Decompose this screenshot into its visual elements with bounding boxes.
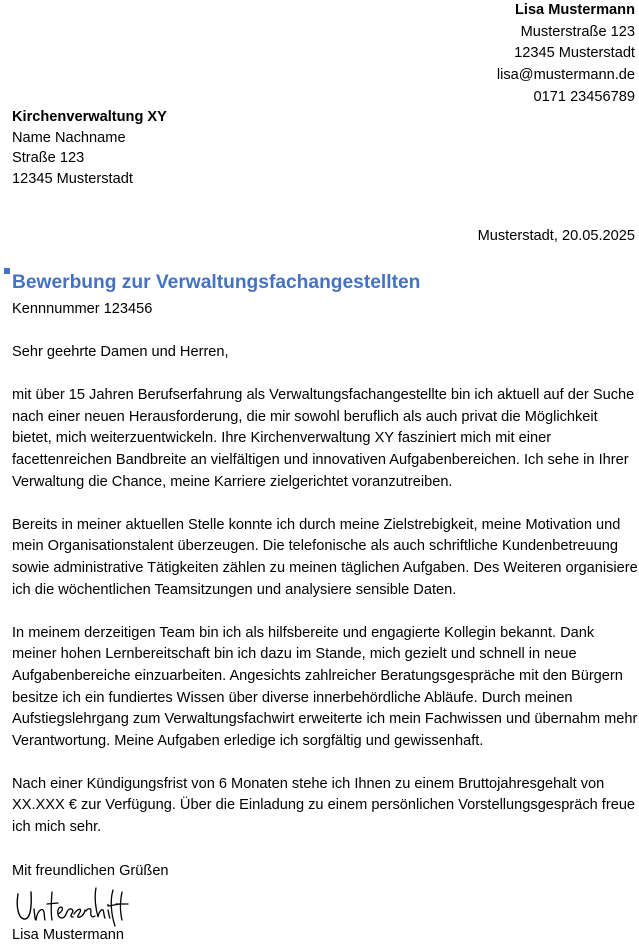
sender-city: 12345 Musterstadt bbox=[514, 45, 635, 62]
sender-name: Lisa Mustermann bbox=[514, 2, 635, 18]
signer-name: Lisa Mustermann bbox=[12, 927, 124, 943]
letter-body bbox=[12, 342, 639, 860]
paragraph: Nach einer Kündigungsfrist von 6 Monaten stehe ich Ihnen zu einem Bruttojahresgehalt von XX.XXX € zur Verfügung. Über die Einladung zu einem persönlichen Vorstellungsgespräch freue ich mich sehr. bbox=[12, 775, 636, 836]
recipient-city: 12345 Musterstadt bbox=[12, 170, 133, 187]
recipient-organization: Kirchenverwaltung XY bbox=[12, 109, 167, 125]
sender-email: lisa@mustermann.de bbox=[496, 67, 635, 84]
recipient-street: Straße 123 bbox=[12, 150, 85, 166]
paragraph: Bereits in meiner aktuellen Stelle konnte ich durch meine Zielstrebigkeit, meine Motivation und mein Organisationstalent überzeugen. Die telefonische als auch schriftliche Kundenbetreuung sowie administrative Tätigkeiten zählen zu meinen täglichen Aufgaben. Des Weiteren organisiere ich die wöchentlichen Teamsitzungen und analysiere sensible Daten. bbox=[12, 516, 638, 598]
subject-heading: Bewerbung zur Verwaltungsfachangestellten bbox=[12, 272, 421, 293]
date-line: Musterstadt, 20.05.2025 bbox=[477, 228, 635, 244]
paragraph: In meinem derzeitigen Team bin ich als hilfsbereite und engagierte Kollegin bekannt. Dank meiner hohen Lernbereitschaft bin ich dazu im Stande, mich gezielt und schnell in neue Aufgabenbereiche einzuarbeiten. Angesichts zahlreicher Beratungsgespräche mit den Bürgern besitze ich ein fundiertes Wissen über diverse innerbehördliche Abläufe. Durch meinen Aufstiegslehrgang zum Verwaltungsfachwirt erweiterte ich mein Fachwissen und übernahm mehr Verantwortung. Meine Aufgaben erledige ich sorgfältig und gewissenhaft. bbox=[12, 624, 638, 749]
paragraph: mit über 15 Jahren Berufserfahrung als Verwaltungsfachangestellte bin ich aktuell auf der Suche nach einer neuen Herausforderung, die mir sowohl beruflich als auch privat die Möglichkeit bietet, mich weiterzuentwickeln. Ihre Kirchenverwaltung XY fasziniert mich mit einer facettenreichen Bandbreite an vielfältigen und innovativen Aufgabenbereichen. Ich sehe in Ihrer Verwaltung die Chance, meine Karriere zielgerichtet voranzutreiben. bbox=[12, 387, 635, 490]
closing: Mit freundlichen Grüßen bbox=[12, 863, 169, 879]
subject-marker bbox=[4, 268, 10, 274]
recipient-address bbox=[12, 107, 167, 189]
reference-number: Kennnummer 123456 bbox=[12, 301, 153, 317]
salutation: Sehr geehrte Damen und Herren, bbox=[12, 344, 229, 360]
sender-phone: 0171 23456789 bbox=[533, 88, 635, 105]
sender-address bbox=[497, 0, 635, 109]
sender-street: Musterstraße 123 bbox=[520, 23, 635, 40]
signature-image bbox=[12, 884, 132, 928]
recipient-contact: Name Nachname bbox=[12, 129, 126, 146]
